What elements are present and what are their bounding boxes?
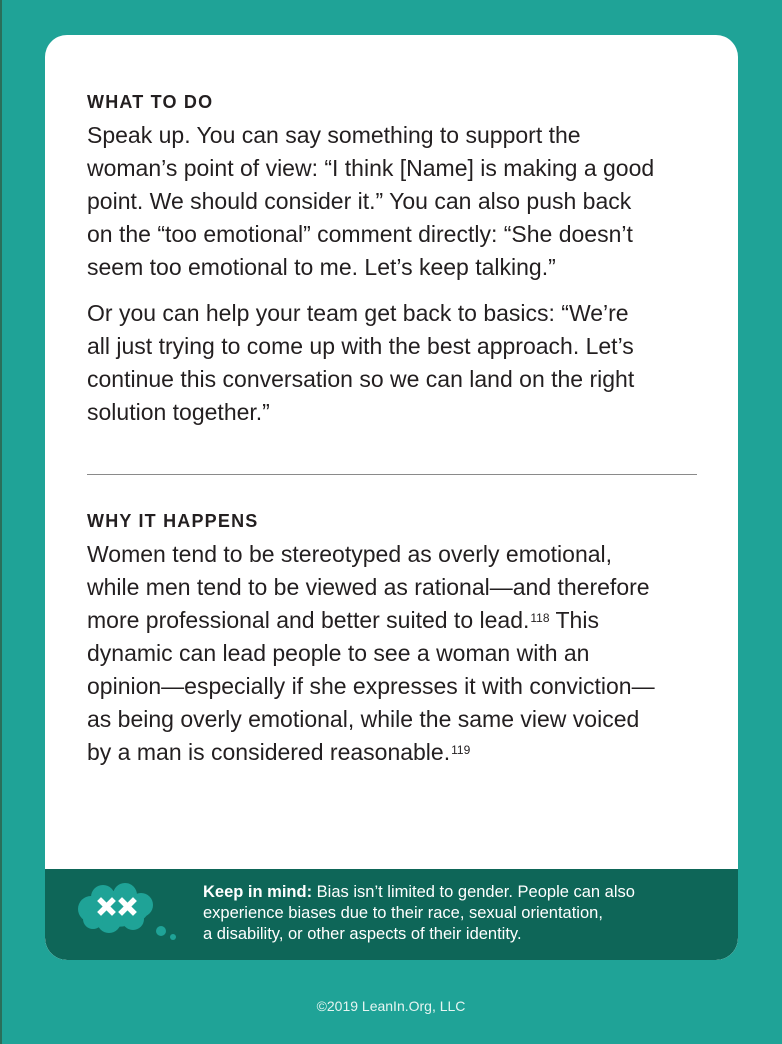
text-line: seem too emotional to me. Let’s keep talking.”	[87, 254, 556, 280]
text-line	[87, 736, 707, 769]
what-to-do-heading: WHAT TO DO	[87, 92, 214, 112]
why-it-happens-heading: WHY IT HAPPENS	[87, 511, 259, 531]
text-segment: Bias isn’t limited to gender. People can also	[312, 883, 635, 901]
card	[45, 35, 738, 960]
text-line	[203, 882, 723, 903]
left-edge-strip	[0, 0, 2, 1044]
section-divider	[87, 474, 697, 475]
keep-in-mind-label: Keep in mind:	[203, 883, 313, 901]
text-line: all just trying to come up with the best approach. Let’s	[87, 333, 634, 359]
keep-in-mind-banner	[45, 869, 738, 960]
text-line: point. We should consider it.” You can also push back	[87, 188, 632, 214]
text-segment: This	[549, 607, 599, 633]
text-line: opinion—especially if she expresses it with conviction—	[87, 673, 655, 699]
text-line: on the “too emotional” comment directly: “She doesn’t	[87, 221, 633, 247]
what-to-do-paragraph-2	[87, 297, 707, 429]
text-line: as being overly emotional, while the same view voiced	[87, 706, 640, 732]
text-line: a disability, or other aspects of their identity.	[203, 925, 522, 943]
text-segment: more professional and better suited to lead.	[87, 607, 530, 633]
text-line	[87, 604, 707, 637]
text-line: Speak up. You can say something to support the	[87, 122, 581, 148]
what-to-do-paragraph-1	[87, 119, 707, 284]
text-line: woman’s point of view: “I think [Name] is making a good	[87, 155, 655, 181]
why-it-happens-paragraph	[87, 538, 707, 769]
footnote-ref-119: 119	[451, 743, 471, 757]
keep-in-mind-text	[203, 882, 723, 945]
text-segment: by a man is considered reasonable.	[87, 739, 451, 765]
text-line: continue this conversation so we can land on the right	[87, 366, 635, 392]
thought-cloud-xx-icon	[73, 883, 183, 943]
text-line: experience biases due to their race, sexual orientation,	[203, 904, 603, 922]
text-line: Or you can help your team get back to basics: “We’re	[87, 300, 629, 326]
copyright-footer: ©2019 LeanIn.Org, LLC	[316, 998, 466, 1014]
footnote-ref-118: 118	[530, 611, 550, 625]
text-line: while men tend to be viewed as rational—and therefore	[87, 574, 650, 600]
text-line: Women tend to be stereotyped as overly emotional,	[87, 541, 613, 567]
text-line: solution together.”	[87, 399, 270, 425]
text-line: dynamic can lead people to see a woman with an	[87, 640, 590, 666]
